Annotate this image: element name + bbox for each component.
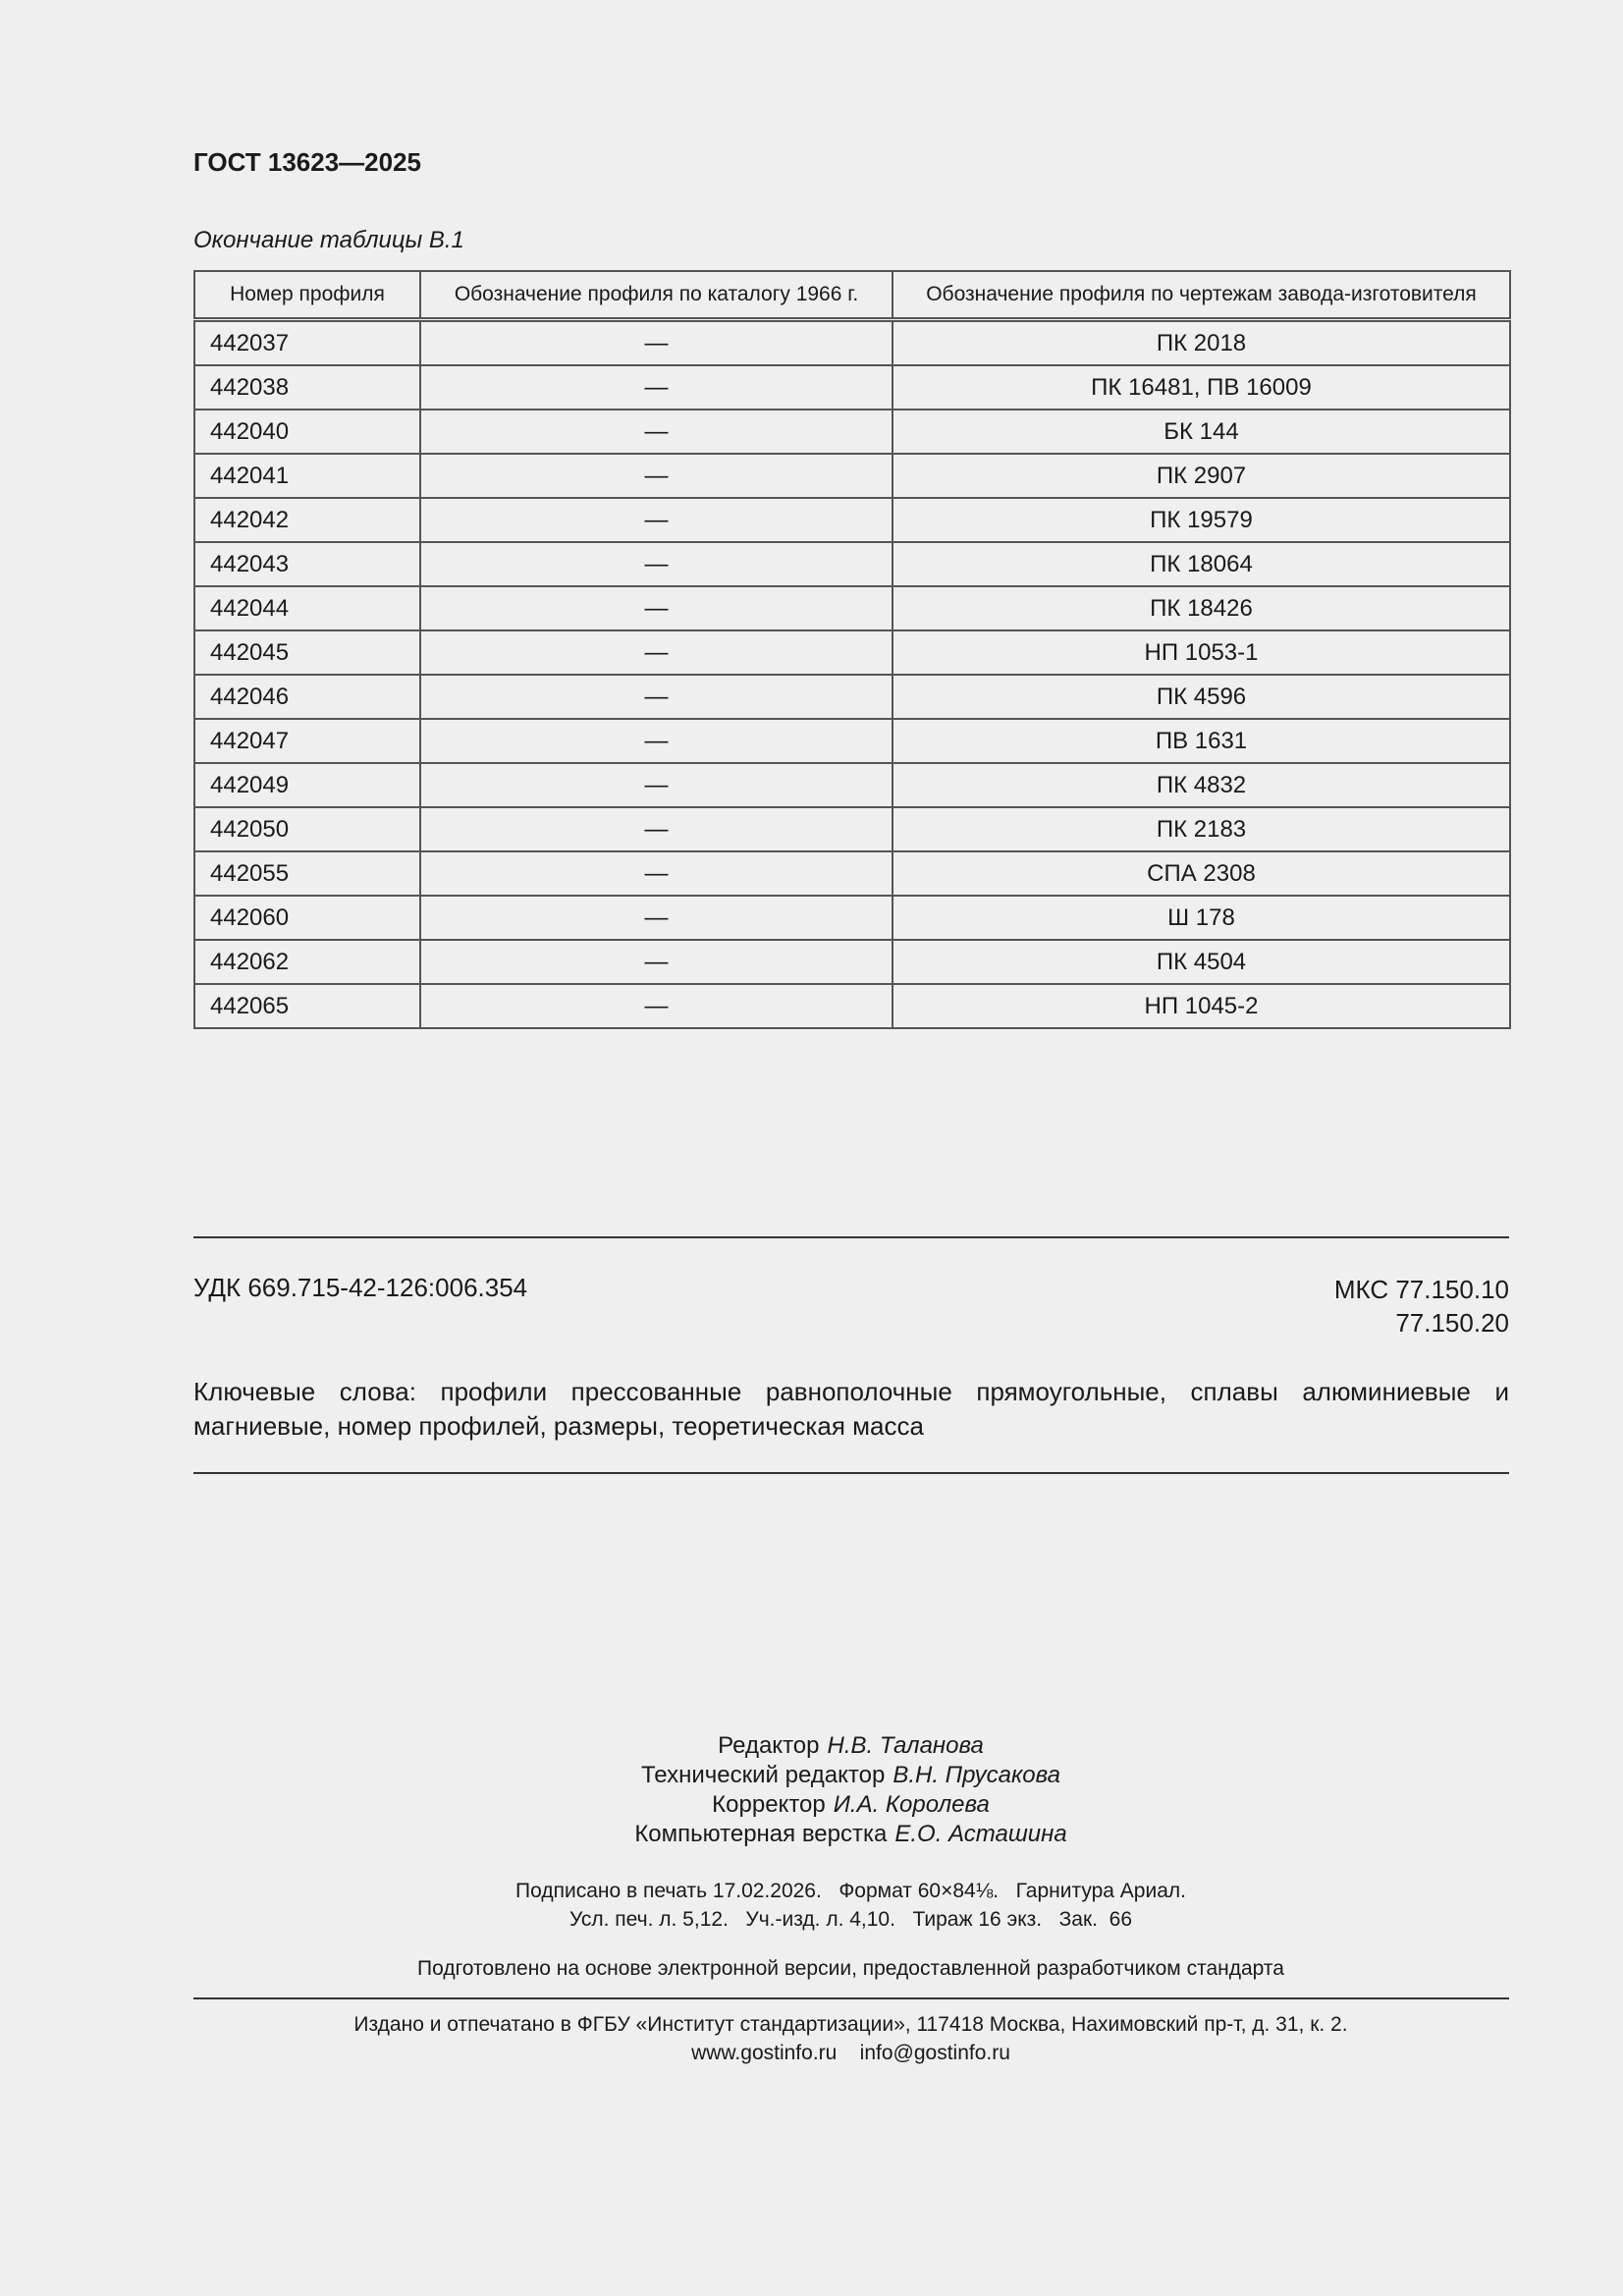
publisher-info	[0, 2010, 1623, 2067]
header-catalog-1966: Обозначение профиля по каталогу 1966 г.	[420, 271, 893, 320]
keywords-divider	[193, 1472, 1509, 1474]
factory-designation-cell: ПК 19579	[893, 498, 1510, 542]
print-info	[0, 1877, 1623, 1934]
credits	[0, 1731, 1623, 1849]
profile-number-cell: 442050	[194, 807, 420, 851]
table-row	[194, 498, 1510, 542]
catalog-designation-cell: —	[420, 807, 893, 851]
catalog-designation-cell: —	[420, 410, 893, 454]
factory-designation-cell: ПК 2907	[893, 454, 1510, 498]
top-divider	[193, 1236, 1509, 1238]
catalog-designation-cell: —	[420, 940, 893, 984]
table-row	[194, 807, 1510, 851]
factory-designation-cell: ПК 18064	[893, 542, 1510, 586]
catalog-designation-cell: —	[420, 984, 893, 1028]
profiles-table	[193, 270, 1511, 1029]
catalog-designation-cell: —	[420, 896, 893, 940]
catalog-designation-cell: —	[420, 719, 893, 763]
factory-designation-cell: НП 1045-2	[893, 984, 1510, 1028]
print-info-line: Усл. печ. л. 5,12. Уч.-изд. л. 4,10. Тираж 16 экз. Зак. 66	[568, 1908, 1133, 1931]
factory-designation-cell: ПК 4596	[893, 675, 1510, 719]
factory-designation-cell: ПК 2018	[893, 320, 1510, 366]
profile-number-cell: 442047	[194, 719, 420, 763]
catalog-designation-cell: —	[420, 454, 893, 498]
catalog-designation-cell: —	[420, 586, 893, 630]
catalog-designation-cell: —	[420, 675, 893, 719]
keywords: Ключевые слова: профили прессованные равнополочные прямоугольные, сплавы алюминиевые и магниевые, номер профилей, размеры, теоретическая масса	[193, 1377, 1509, 1441]
catalog-designation-cell: —	[420, 851, 893, 896]
credit-line	[0, 1731, 1623, 1761]
catalog-designation-cell: —	[420, 498, 893, 542]
credit-line	[0, 1761, 1623, 1790]
factory-designation-cell: Ш 178	[893, 896, 1510, 940]
table-row	[194, 851, 1510, 896]
factory-designation-cell: СПА 2308	[893, 851, 1510, 896]
table-row	[194, 410, 1510, 454]
factory-designation-cell: ПК 18426	[893, 586, 1510, 630]
factory-designation-cell: ПК 4832	[893, 763, 1510, 807]
print-info-line: Подписано в печать 17.02.2026. Формат 60×84⅛. Гарнитура Ариал.	[515, 1880, 1186, 1902]
profile-number-cell: 442037	[194, 320, 420, 366]
document-code: ГОСТ 13623—2025	[193, 147, 421, 177]
credit-role: Редактор	[718, 1732, 820, 1759]
profile-number-cell: 442040	[194, 410, 420, 454]
factory-designation-cell: БК 144	[893, 410, 1510, 454]
catalog-designation-cell: —	[420, 320, 893, 366]
profile-number-cell: 442044	[194, 586, 420, 630]
credit-name: В.Н. Прусакова	[893, 1762, 1060, 1788]
credit-role: Технический редактор	[640, 1762, 886, 1788]
credit-line	[0, 1820, 1623, 1849]
table-header-row	[194, 271, 1510, 320]
credit-role: Компьютерная верстка	[634, 1821, 888, 1847]
catalog-designation-cell: —	[420, 542, 893, 586]
profile-number-cell: 442062	[194, 940, 420, 984]
table-row	[194, 365, 1510, 410]
profile-number-cell: 442042	[194, 498, 420, 542]
catalog-designation-cell: —	[420, 763, 893, 807]
catalog-designation-cell: —	[420, 365, 893, 410]
profile-number-cell: 442046	[194, 675, 420, 719]
profile-number-cell: 442065	[194, 984, 420, 1028]
publisher-contacts: www.gostinfo.ru info@gostinfo.ru	[691, 2042, 1010, 2064]
profile-number-cell: 442038	[194, 365, 420, 410]
credit-name: И.А. Королева	[833, 1791, 990, 1818]
table-row	[194, 675, 1510, 719]
profile-number-cell: 442043	[194, 542, 420, 586]
publisher-divider	[193, 1997, 1509, 1999]
udk-code: УДК 669.715-42-126:006.354	[193, 1273, 528, 1302]
credit-line	[0, 1790, 1623, 1820]
table-row	[194, 542, 1510, 586]
table-row	[194, 320, 1510, 366]
factory-designation-cell: ПВ 1631	[893, 719, 1510, 763]
catalog-designation-cell: —	[420, 630, 893, 675]
table-row	[194, 719, 1510, 763]
profile-number-cell: 442041	[194, 454, 420, 498]
factory-designation-cell: ПК 16481, ПВ 16009	[893, 365, 1510, 410]
table-row	[194, 763, 1510, 807]
header-profile-number: Номер профиля	[194, 271, 420, 320]
mks-code: 77.150.20	[1395, 1308, 1509, 1338]
credit-role: Корректор	[712, 1791, 826, 1818]
table-caption: Окончание таблицы В.1	[193, 227, 464, 253]
credit-name: Н.В. Таланова	[827, 1732, 984, 1759]
header-factory-drawings: Обозначение профиля по чертежам завода-изготовителя	[893, 271, 1510, 320]
factory-designation-cell: ПК 2183	[893, 807, 1510, 851]
table-row	[194, 896, 1510, 940]
mks-code: МКС 77.150.10	[1333, 1275, 1509, 1304]
table-row	[194, 586, 1510, 630]
publisher-line: Издано и отпечатано в ФГБУ «Институт стандартизации», 117418 Москва, Нахимовский пр-т, д. 31, к. 2.	[353, 2013, 1348, 2036]
prepared-note: Подготовлено на основе электронной версии, предоставленной разработчиком стандарта	[417, 1957, 1284, 1980]
profile-number-cell: 442055	[194, 851, 420, 896]
table-row	[194, 454, 1510, 498]
credit-name: Е.О. Асташина	[894, 1821, 1067, 1847]
profile-number-cell: 442049	[194, 763, 420, 807]
factory-designation-cell: НП 1053-1	[893, 630, 1510, 675]
mks-codes	[1334, 1273, 1509, 1339]
table-row	[194, 984, 1510, 1028]
profile-number-cell: 442045	[194, 630, 420, 675]
profile-number-cell: 442060	[194, 896, 420, 940]
table-row	[194, 630, 1510, 675]
table-row	[194, 940, 1510, 984]
factory-designation-cell: ПК 4504	[893, 940, 1510, 984]
